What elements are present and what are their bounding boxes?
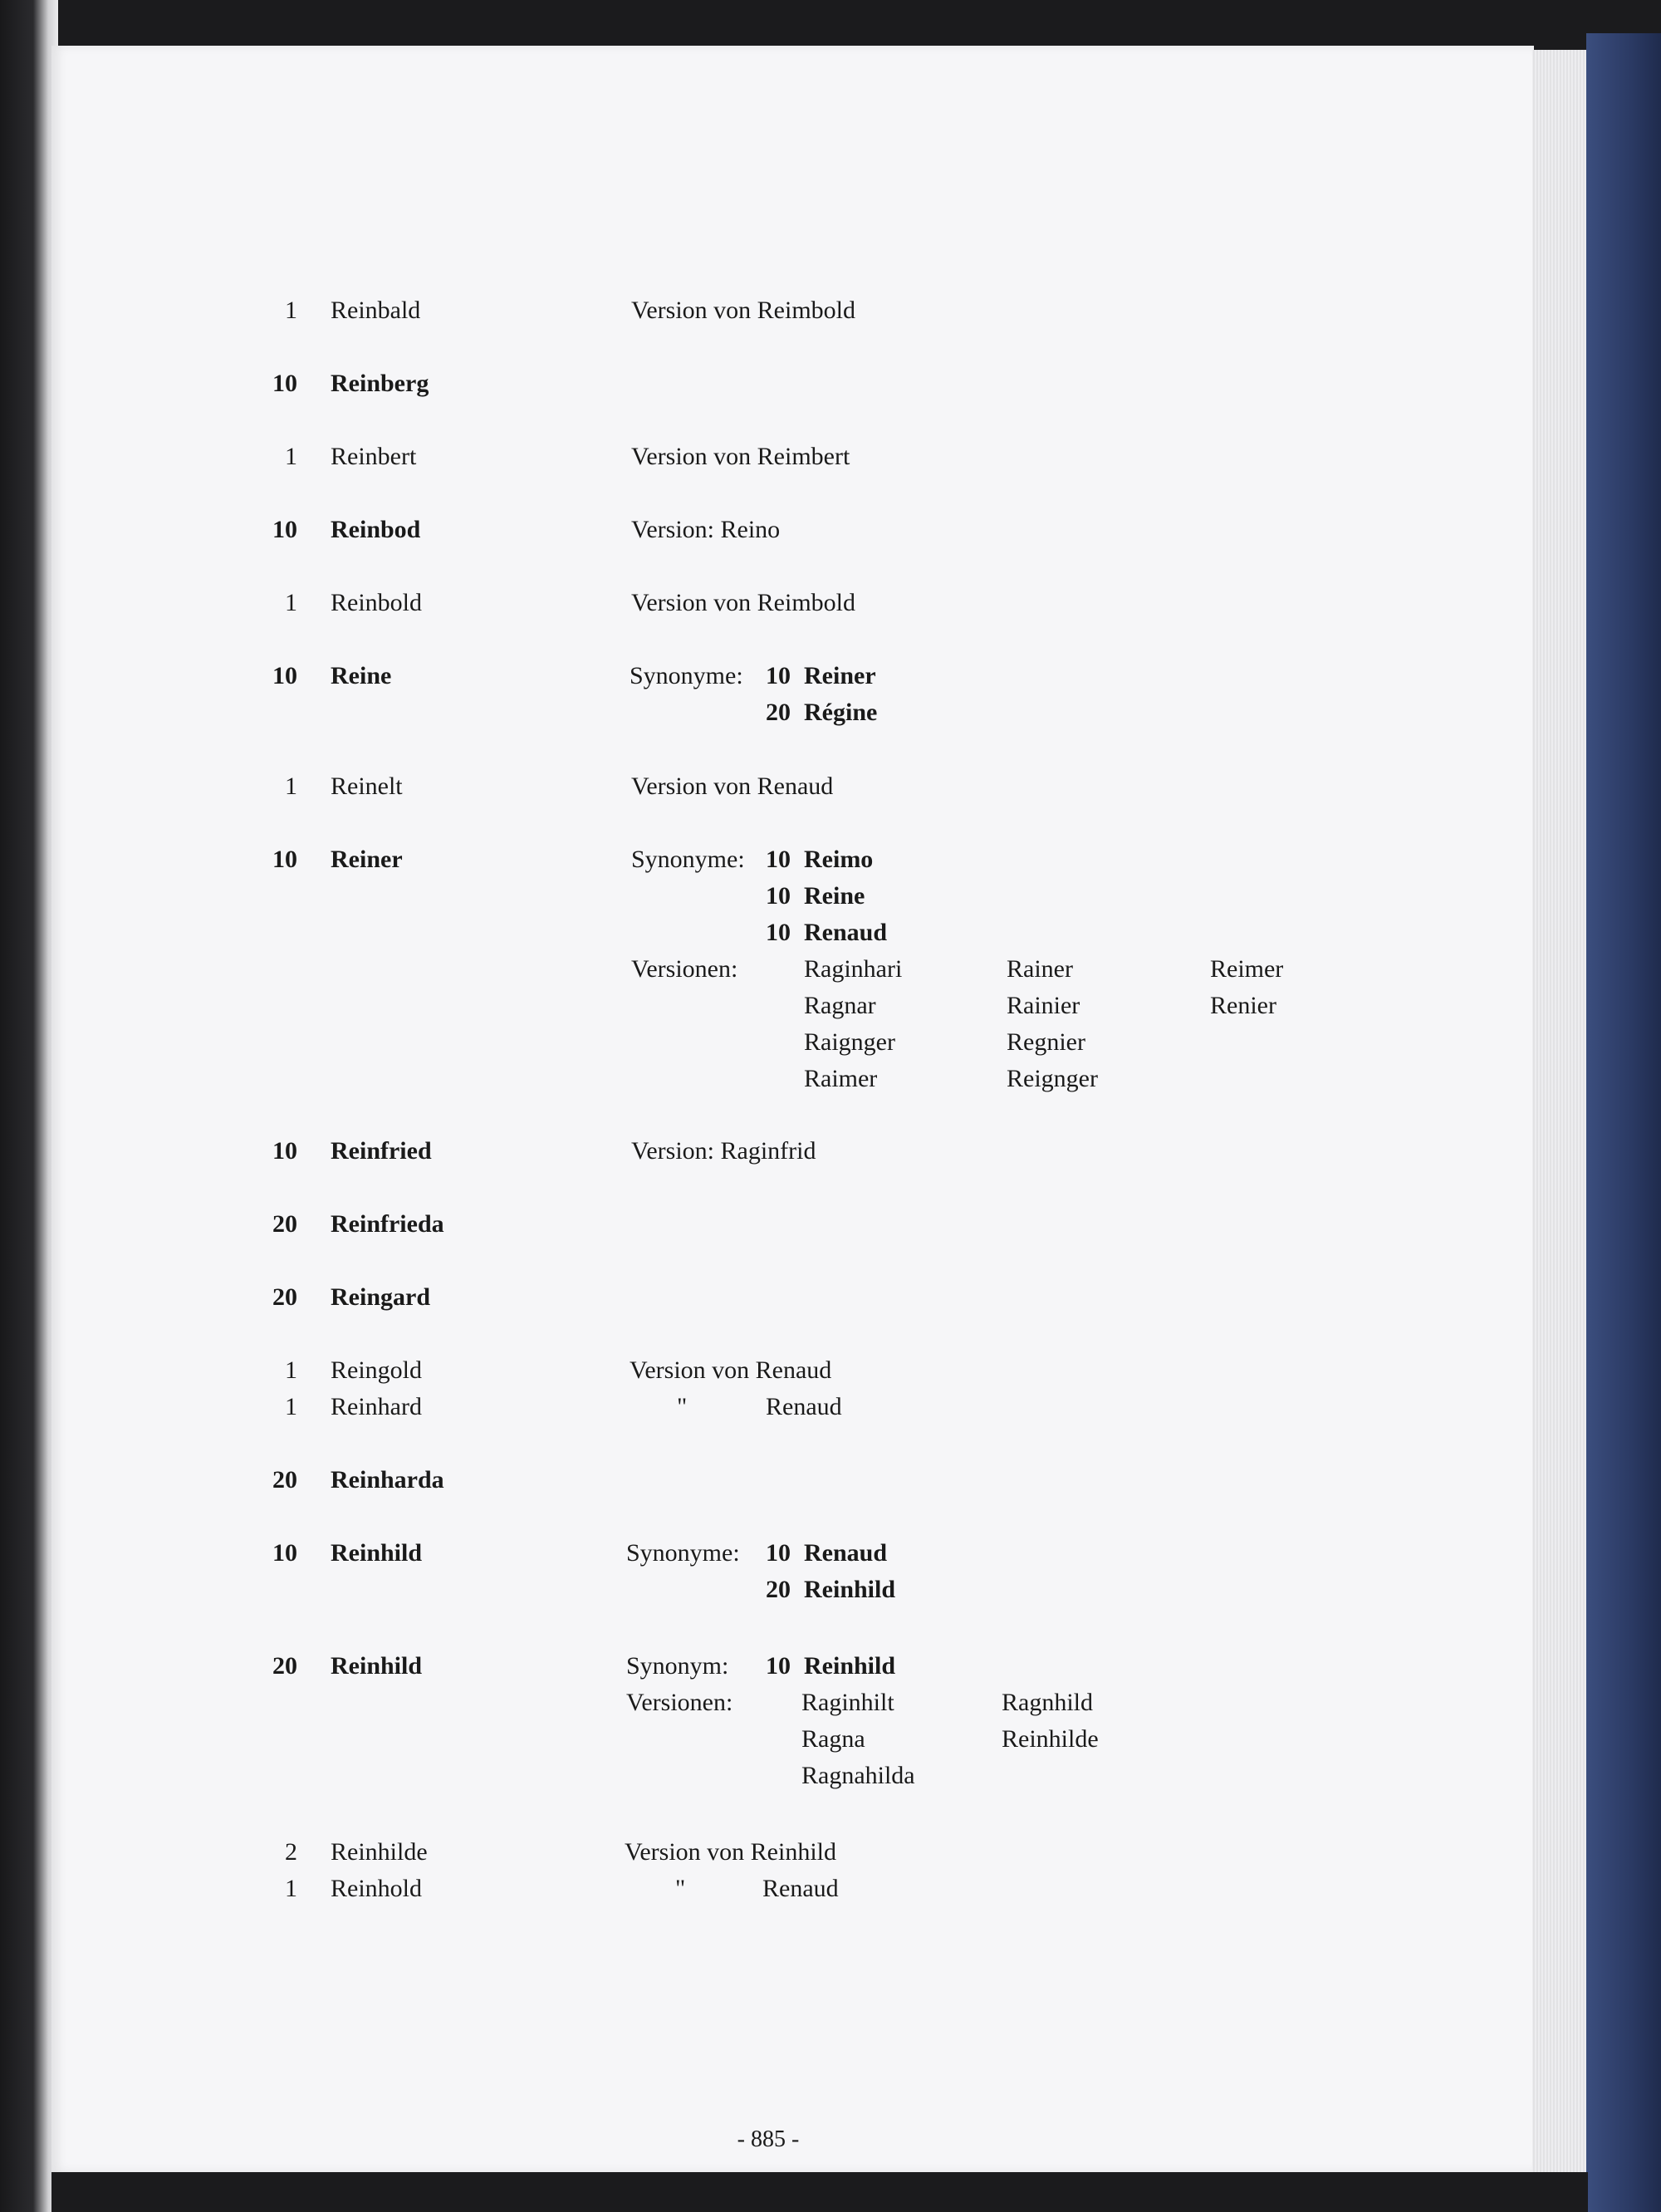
entry-label: Version von Reimbert [631, 443, 850, 470]
entry-name: Reinelt [331, 772, 403, 800]
related-name: Renaud [804, 1539, 888, 1567]
entry-label: Version: Reino [631, 516, 781, 543]
version-name: Ragna [801, 1725, 865, 1753]
index-entry [0, 841, 1412, 946]
index-entry [0, 439, 1412, 475]
entry-code: 1 [285, 589, 297, 616]
entry-name: Reingard [331, 1283, 430, 1311]
index-entry [0, 1206, 1412, 1243]
page-edges [1532, 50, 1590, 2176]
related-code: 10 [766, 846, 791, 873]
version-name: Raignger [804, 1028, 895, 1056]
entry-code: 10 [272, 662, 297, 689]
version-name: Raimer [804, 1065, 878, 1092]
index-entry [0, 585, 1412, 621]
version-name: Rainier [1007, 992, 1080, 1019]
related-name: Reine [804, 882, 865, 910]
related-name: Régine [804, 699, 878, 726]
book-cover [1586, 33, 1661, 2212]
version-name: Renier [1210, 992, 1276, 1019]
entry-label: Versionen: [631, 955, 738, 983]
entry-name: Reiner [331, 846, 403, 873]
related-code: 10 [766, 662, 791, 689]
entry-code: 20 [272, 1466, 297, 1493]
version-name: Rainer [1007, 955, 1073, 983]
entry-name: Reinharda [331, 1466, 444, 1493]
entry-name: Reinbald [331, 297, 421, 324]
entry-code: 20 [272, 1283, 297, 1311]
index-entry [0, 1871, 1412, 1907]
version-name: Reimer [1210, 955, 1284, 983]
index-entry [0, 1834, 1412, 1871]
index-entry [0, 951, 1412, 1092]
version-name: Ragnar [804, 992, 876, 1019]
entry-name: Reinfried [331, 1137, 432, 1165]
index-entry [0, 1389, 1412, 1425]
entry-reference: Renaud [766, 1393, 842, 1420]
entry-code: 20 [272, 1210, 297, 1238]
entry-name: Reinberg [331, 370, 429, 397]
bottom-background [51, 2172, 1588, 2212]
version-name: Ragnahilda [801, 1762, 915, 1789]
ditto-mark: " [675, 1875, 686, 1902]
entry-name: Reinhild [331, 1652, 423, 1680]
related-code: 20 [766, 699, 791, 726]
entry-label: Synonym: [626, 1652, 729, 1680]
index-entry [0, 1648, 1412, 1685]
related-code: 10 [766, 882, 791, 910]
entry-label: Synonyme: [631, 846, 745, 873]
version-name: Raginhari [804, 955, 903, 983]
version-name: Reinhilde [1002, 1725, 1099, 1753]
entry-name: Reinbold [331, 589, 422, 616]
entry-code: 1 [285, 1356, 297, 1384]
entry-code: 2 [285, 1838, 297, 1866]
index-entry [0, 1685, 1412, 1789]
entry-code: 10 [272, 1539, 297, 1567]
entry-code: 1 [285, 1393, 297, 1420]
related-code: 10 [766, 1539, 791, 1567]
entry-name: Reinbod [331, 516, 421, 543]
entry-code: 10 [272, 846, 297, 873]
entry-name: Reinhard [331, 1393, 422, 1420]
related-code: 20 [766, 1576, 791, 1603]
entry-code: 1 [285, 297, 297, 324]
entry-label: Versionen: [626, 1689, 733, 1716]
entry-code: 1 [285, 1875, 297, 1902]
entry-label: Version von Renaud [630, 1356, 832, 1384]
entry-label: Version von Renaud [631, 772, 834, 800]
entry-label: Synonyme: [630, 662, 743, 689]
entry-code: 20 [272, 1652, 297, 1680]
related-code: 10 [766, 919, 791, 946]
entry-name: Reinbert [331, 443, 417, 470]
entry-name: Reinhold [331, 1875, 422, 1902]
index-entry [0, 1352, 1412, 1389]
related-name: Reimo [804, 846, 874, 873]
entry-name: Reine [331, 662, 392, 689]
entry-label: Version von Reinhild [625, 1838, 836, 1866]
version-name: Reignger [1007, 1065, 1098, 1092]
related-name: Renaud [804, 919, 888, 946]
index-entry [0, 768, 1412, 805]
entry-code: 1 [285, 772, 297, 800]
related-code: 10 [766, 1652, 791, 1680]
index-entry [0, 1133, 1412, 1170]
entry-code: 10 [272, 1137, 297, 1165]
index-entry [0, 658, 1412, 726]
version-name: Raginhilt [801, 1689, 894, 1716]
index-entry [0, 292, 1412, 329]
entry-label: Version von Reimbold [631, 297, 855, 324]
version-name: Ragnhild [1002, 1689, 1093, 1716]
entry-code: 10 [272, 516, 297, 543]
page-number: - 885 - [737, 2126, 800, 2152]
entry-code: 1 [285, 443, 297, 470]
entry-name: Reinhild [331, 1539, 423, 1567]
entry-label: Synonyme: [626, 1539, 740, 1567]
version-name: Regnier [1007, 1028, 1085, 1056]
entry-code: 10 [272, 370, 297, 397]
index-entry [0, 512, 1412, 548]
related-name: Reiner [804, 662, 876, 689]
entry-name: Reinhilde [331, 1838, 428, 1866]
entry-reference: Renaud [762, 1875, 839, 1902]
related-name: Reinhild [804, 1576, 896, 1603]
index-entry [0, 1462, 1412, 1498]
index-entry [0, 365, 1412, 402]
entry-name: Reinfrieda [331, 1210, 444, 1238]
related-name: Reinhild [804, 1652, 896, 1680]
entry-label: Version: Raginfrid [631, 1137, 816, 1165]
index-entry [0, 1279, 1412, 1316]
index-entry [0, 1535, 1412, 1603]
ditto-mark: " [677, 1393, 688, 1420]
entry-label: Version von Reimbold [631, 589, 855, 616]
entry-name: Reingold [331, 1356, 422, 1384]
